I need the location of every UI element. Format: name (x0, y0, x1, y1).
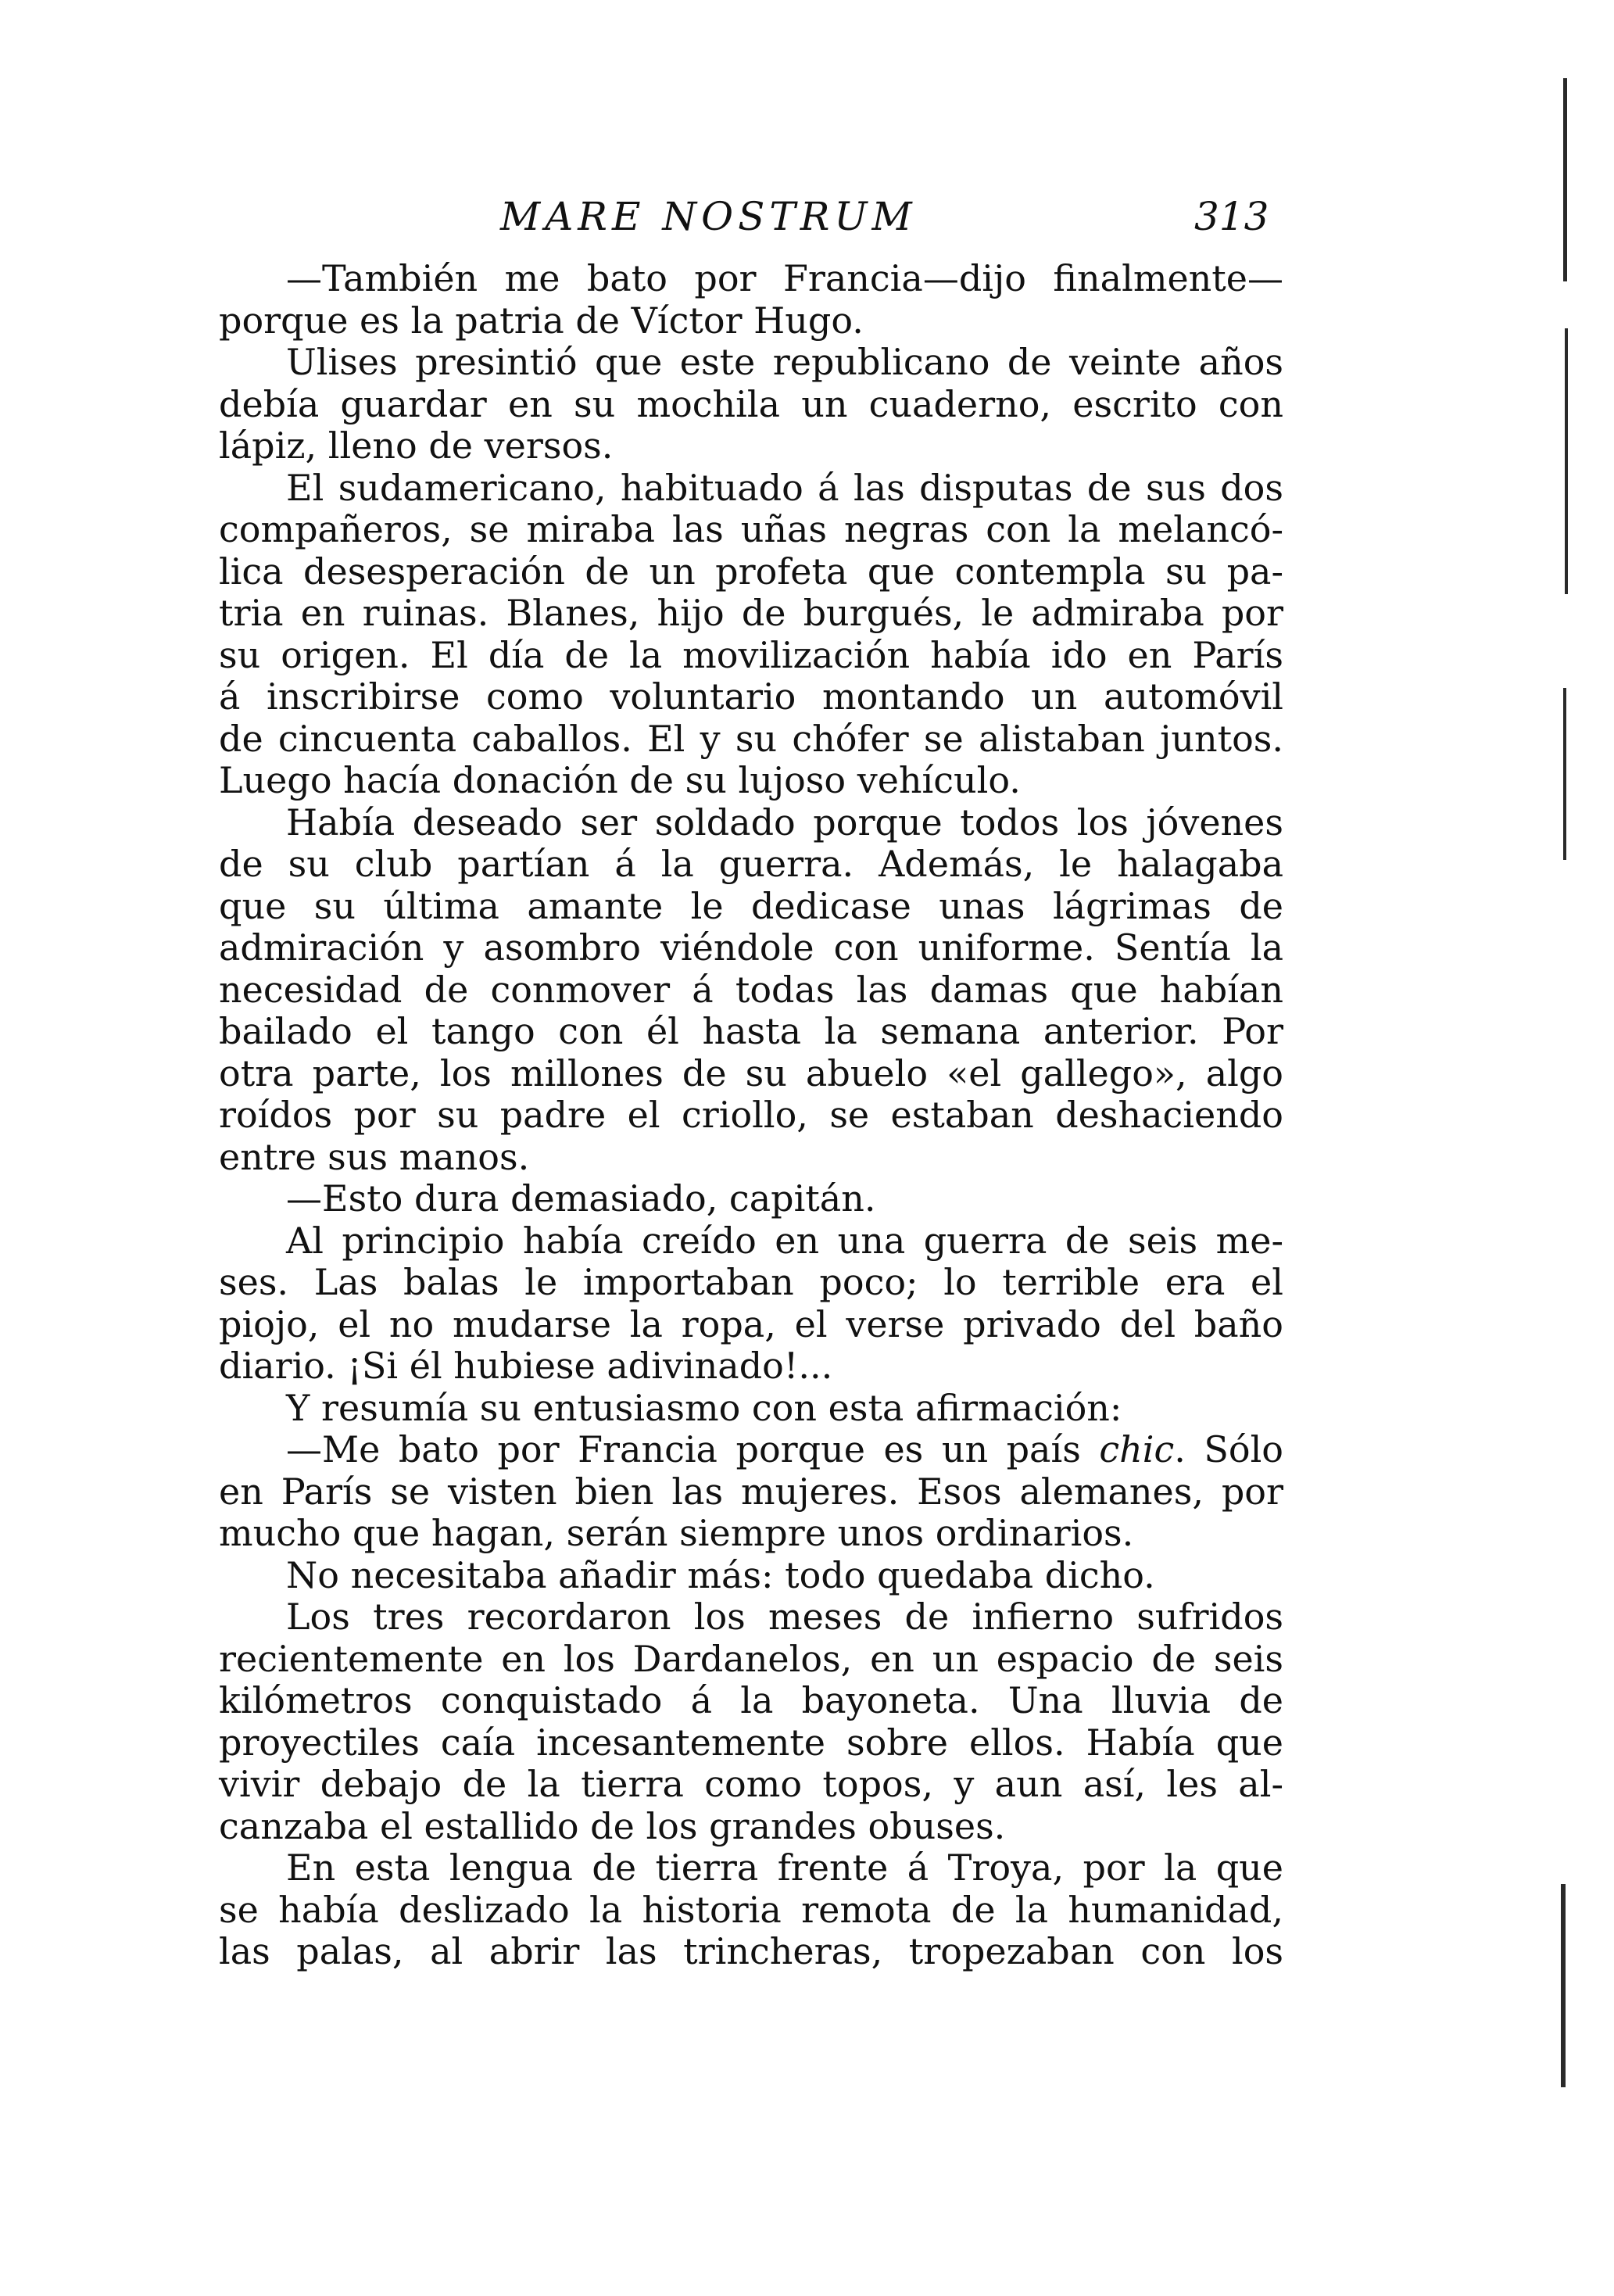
text-line: —Esto dura demasiado, capitán. (286, 1177, 876, 1220)
text-line: debía guardar en su mochila un cuaderno, escrito con (219, 382, 1283, 425)
text-line: se había deslizado la historia remota de la humanidad, (219, 1888, 1283, 1931)
text-line: en París se visten bien las mujeres. Esos alemanes, por (219, 1470, 1283, 1513)
text-line: Luego hacía donación de su lujoso vehículo. (219, 759, 1021, 801)
scan-edge-mark (1563, 688, 1566, 860)
text-line: tria en ruinas. Blanes, hijo de burgués, le admiraba por (219, 592, 1283, 634)
text-line: canzaba el estallido de los grandes obuses. (219, 1804, 1006, 1847)
text-line: Había deseado ser soldado porque todos los jóvenes (286, 801, 1283, 844)
body-text (219, 258, 1283, 1973)
text-line: compañeros, se miraba las uñas negras con la melancó- (219, 508, 1283, 550)
text-line: bailado el tango con él hasta la semana anterior. Por (219, 1010, 1283, 1052)
text-line: roídos por su padre el criollo, se estaban deshaciendo (219, 1094, 1283, 1136)
text-line: porque es la patria de Víctor Hugo. (219, 299, 864, 342)
text-line: otra parte, los millones de su abuelo «el gallego», algo (219, 1051, 1283, 1094)
text-line: de su club partían á la guerra. Además, le halagaba (219, 843, 1283, 885)
text-line: —Me bato por Francia porque es un país chic. Sólo (286, 1428, 1283, 1470)
text-line: que su última amante le dedicase unas lágrimas de (219, 884, 1283, 927)
running-title: MARE NOSTRUM (500, 194, 917, 239)
text-line: En esta lengua de tierra frente á Troya, por la que (286, 1846, 1283, 1889)
text-line: entre sus manos. (219, 1135, 530, 1178)
text-line: proyectiles caía incesantemente sobre ellos. Había que (219, 1721, 1283, 1764)
text-line: las palas, al abrir las trincheras, tropezaban con los (219, 1930, 1283, 1972)
text-line: mucho que hagan, serán siempre unos ordinarios. (219, 1512, 1134, 1554)
scan-edge-mark (1563, 78, 1567, 281)
text-line: piojo, el no mudarse la ropa, el verse privado del baño (219, 1302, 1283, 1345)
text-line: á inscribirse como voluntario montando un automóvil (219, 675, 1283, 718)
text-line: No necesitaba añadir más: todo quedaba dicho. (286, 1553, 1155, 1596)
text-line: Y resumía su entusiasmo con esta afirmación: (286, 1386, 1122, 1429)
text-line: lápiz, lleno de versos. (219, 424, 614, 467)
text-line: su origen. El día de la movilización había ido en París (219, 633, 1283, 676)
text-line: lica desesperación de un profeta que contempla su pa- (219, 550, 1283, 593)
text-line: El sudamericano, habituado á las disputas de sus dos (286, 466, 1283, 509)
text-line: kilómetros conquistado á la bayoneta. Una lluvia de (219, 1679, 1283, 1721)
text-line: vivir debajo de la tierra como topos, y aun así, les al- (219, 1763, 1283, 1805)
text-line: admiración y asombro viéndole con uniforme. Sentía la (219, 926, 1283, 969)
scan-edge-mark (1565, 328, 1568, 594)
text-line: ses. Las balas le importaban poco; lo terrible era el (219, 1261, 1283, 1303)
text-line: Al principio había creído en una guerra de seis me- (286, 1219, 1283, 1262)
text-line: diario. ¡Si él hubiese adivinado!... (219, 1345, 833, 1387)
scan-edge-mark (1561, 1884, 1566, 2087)
page-number: 313 (1194, 194, 1269, 239)
text-line: de cincuenta caballos. El y su chófer se alistaban juntos. (219, 717, 1283, 760)
text-line: —También me bato por Francia—dijo finalmente— (286, 257, 1283, 299)
text-line: necesidad de conmover á todas las damas que habían (219, 968, 1283, 1011)
text-line: Los tres recordaron los meses de infierno sufridos (286, 1596, 1283, 1638)
text-line: recientemente en los Dardanelos, en un espacio de seis (219, 1637, 1283, 1680)
text-line: Ulises presintió que este republicano de veinte años (286, 341, 1283, 383)
